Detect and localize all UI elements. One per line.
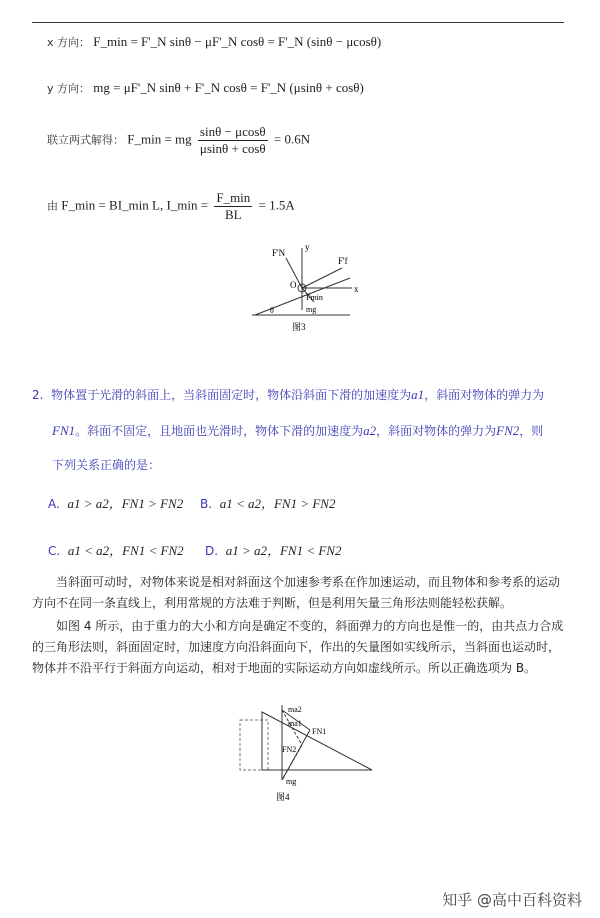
option-a-text: a1 > a2，FN1 > FN2 bbox=[67, 496, 184, 511]
solve-denominator: μsinθ + cosθ bbox=[199, 141, 266, 156]
question-line2-mid: ，斜面对物体的弹力为 bbox=[376, 424, 497, 438]
fig3-label-theta: θ bbox=[270, 306, 274, 315]
solve-rhs: = 0.6N bbox=[273, 131, 311, 147]
current-numerator: F_min bbox=[216, 190, 251, 205]
fig4-label-fn2: FN2 bbox=[282, 745, 297, 754]
question-fn2: FN2 bbox=[496, 423, 520, 438]
option-c-text: a1 < a2，FN1 < FN2 bbox=[67, 543, 184, 558]
watermark: 知乎 @高中百科资料 bbox=[442, 891, 582, 909]
y-direction-label: y 方向： bbox=[47, 82, 91, 95]
fig3-caption: 图3 bbox=[292, 322, 306, 332]
current-equation bbox=[47, 190, 295, 223]
fig3-label-o: O bbox=[290, 280, 297, 290]
top-rule bbox=[32, 22, 564, 23]
current-eq1: F_min = BI_min L, bbox=[61, 197, 164, 213]
question-line-2 bbox=[52, 422, 543, 439]
question-line1-text: 物体置于光滑的斜面上，当斜面固定时，物体沿斜面下滑的加速度为 bbox=[51, 388, 412, 402]
fig4-dashed-block bbox=[240, 720, 268, 770]
fig4-label-mg: mg bbox=[286, 777, 297, 786]
current-denominator: BL bbox=[225, 207, 242, 222]
option-d bbox=[205, 540, 341, 559]
option-c-key: C. bbox=[48, 544, 61, 558]
explanation-paragraph-2: 如图 4 所示，由于重力的大小和方向是确定不变的，斜面弹力的方向也是惟一的，由共点力合成的三角形法则，斜面固定时，加速度方向沿斜面向下，作出的矢量图如实线所示，当斜面也运动时，物体并不沿平行于斜面方向运动，相对于地面的实际运动方向如虚线所示。所以正确选项为 B。 bbox=[32, 619, 564, 675]
question-line-3: 下列关系正确的是： bbox=[52, 458, 161, 472]
fig3-label-x: x bbox=[354, 284, 359, 294]
question-number: 2. bbox=[32, 388, 44, 402]
solve-equation bbox=[47, 124, 310, 157]
current-lhs: I_min = bbox=[166, 197, 209, 213]
question-line1-tail: ，斜面对物体的弹力为 bbox=[424, 388, 545, 402]
x-direction-label: x 方向： bbox=[47, 36, 91, 49]
option-a bbox=[48, 493, 183, 512]
fig4-caption: 图4 bbox=[276, 792, 290, 802]
option-d-key: D. bbox=[205, 544, 219, 558]
option-b-key: B. bbox=[200, 497, 213, 511]
figure-4 bbox=[232, 700, 382, 810]
explanation-paragraph-1: 当斜面可动时，对物体来说是相对斜面这个加速参考系在作加速运动，而且物体和参考系的运动方向不在同一条直线上，利用常规的方法难于判断，但是利用矢量三角形法则能轻松获解。 bbox=[32, 575, 561, 610]
fig3-label-ff: F'f bbox=[338, 256, 348, 266]
fig3-label-fmin: Fmin bbox=[306, 293, 323, 302]
fig3-label-fn: F'N bbox=[272, 248, 286, 258]
y-direction-equation bbox=[47, 80, 364, 96]
fig4-incline bbox=[262, 712, 372, 770]
question-line2-tail: ，则 bbox=[519, 424, 544, 438]
question-line-1 bbox=[32, 386, 544, 403]
x-direction-formula: F_min = F'_N sinθ − μF'_N cosθ = F'_N (sinθ − μcosθ) bbox=[93, 34, 382, 49]
solve-fraction bbox=[198, 124, 268, 157]
question-fn1: FN1 bbox=[52, 423, 76, 438]
option-c bbox=[48, 540, 184, 559]
question-a2: a2 bbox=[363, 423, 377, 438]
fig3-label-y: y bbox=[305, 242, 310, 252]
fig4-label-fn1: FN1 bbox=[312, 727, 327, 736]
solve-numerator: sinθ − μcosθ bbox=[199, 124, 266, 139]
question-a1: a1 bbox=[411, 387, 425, 402]
solve-lhs: F_min = mg bbox=[127, 131, 192, 147]
fig3-label-mg: mg bbox=[306, 305, 317, 314]
fig4-label-ma1: ma1 bbox=[288, 719, 302, 728]
option-b-text: a1 < a2，FN1 > FN2 bbox=[219, 496, 336, 511]
question-line2-text: 。斜面不固定，且地面也光滑时，物体下滑的加速度为 bbox=[75, 424, 364, 438]
figure-3 bbox=[250, 240, 370, 340]
solve-label: 联立两式解得： bbox=[47, 133, 124, 147]
fig3-ff-arrow bbox=[302, 268, 342, 288]
y-direction-formula: mg = μF'_N sinθ + F'_N cosθ = F'_N (μsinθ + cosθ) bbox=[93, 80, 364, 95]
current-fraction bbox=[214, 190, 252, 223]
option-d-text: a1 > a2，FN1 < FN2 bbox=[225, 543, 342, 558]
x-direction-equation bbox=[47, 34, 381, 50]
fig4-label-ma2: ma2 bbox=[288, 705, 302, 714]
option-b bbox=[200, 493, 335, 512]
current-prefix: 由 bbox=[47, 199, 58, 213]
current-rhs: = 1.5A bbox=[258, 197, 295, 213]
option-a-key: A. bbox=[48, 497, 60, 511]
